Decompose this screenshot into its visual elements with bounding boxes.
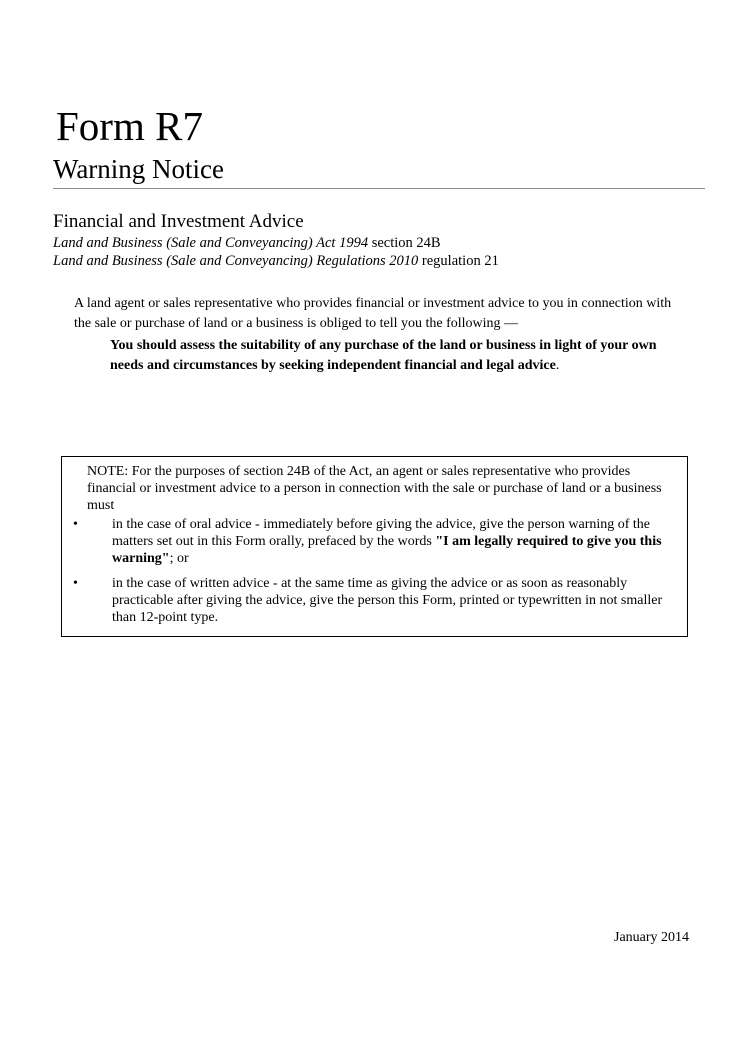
- bullet-text-bold: "I am legally required to give you this warning": [112, 534, 662, 566]
- intro-paragraph: A land agent or sales representative who provides financial or investment advice to you in connection with the sale or purchase of land or a business is obliged to tell you the following —: [74, 296, 672, 331]
- header-divider: [53, 188, 705, 189]
- bullet-text-before: in the case of written advice - at the same time as giving the advice or as soon as reasonably practicable after giving the advice, give the person this Form, printed or typewritten in not smaller than 12-point type.: [112, 576, 663, 625]
- act-reference: [53, 234, 441, 252]
- warning-text: You should assess the suitability of any purchase of the land or business in light of your own needs and circumstances by seeking independent financial and legal advice: [110, 338, 657, 373]
- note-box: [61, 456, 688, 637]
- bullet-text: [112, 516, 677, 567]
- regulation-number: regulation 21: [418, 253, 499, 269]
- warning-statement: [110, 336, 670, 376]
- bullet-icon: •: [73, 576, 78, 591]
- regulation-name: Land and Business (Sale and Conveyancing) Regulations 2010: [53, 253, 419, 269]
- bullet-text-after: ; or: [169, 551, 189, 566]
- form-subtitle: Warning Notice: [53, 154, 225, 184]
- act-section: section 24B: [368, 235, 441, 251]
- bullet-icon: •: [73, 517, 78, 532]
- bullet-text: [112, 575, 677, 626]
- warning-period: .: [555, 358, 560, 373]
- note-text: NOTE: For the purposes of section 24B of the Act, an agent or sales representative who provides financial or investment advice to a person in connection with the sale or purchase of land or a business must: [87, 464, 662, 513]
- form-title: Form R7: [56, 103, 203, 149]
- act-name: Land and Business (Sale and Conveyancing) Act 1994: [53, 235, 369, 251]
- regulation-reference: [53, 252, 499, 270]
- section-heading: Financial and Investment Advice: [53, 211, 304, 232]
- bullet-text-before: in the case of oral advice - immediately before giving the advice, give the person warning of the matters set out in this Form orally, prefaced by the words: [112, 517, 651, 549]
- footer-date: January 2014: [614, 930, 690, 945]
